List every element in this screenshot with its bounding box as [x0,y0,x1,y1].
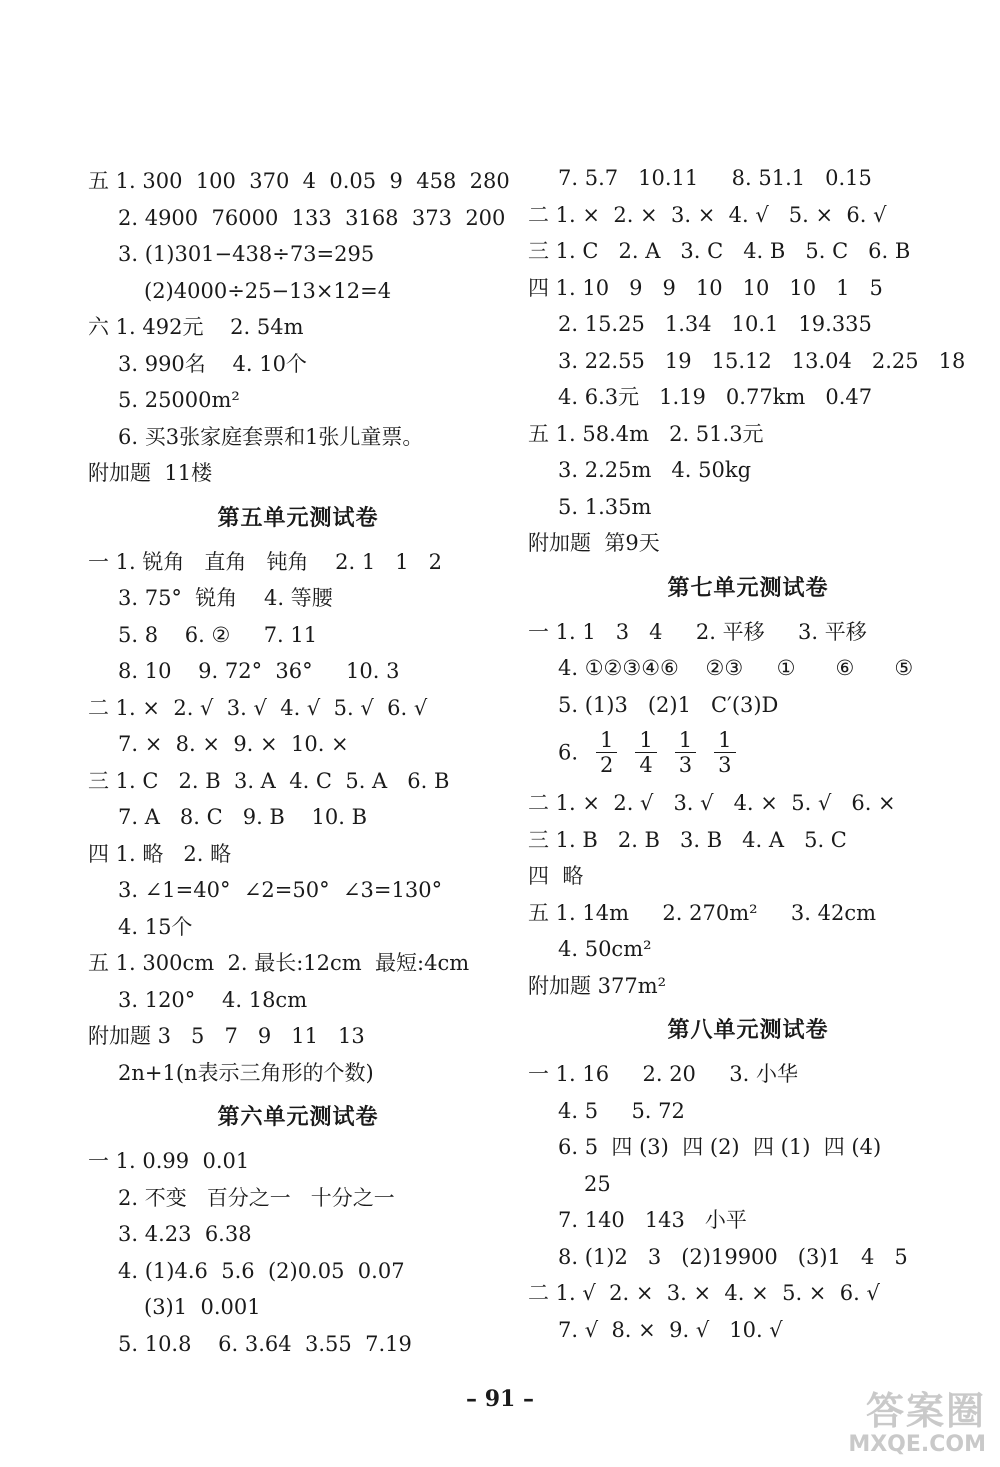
answer-line: 一 1. 16 2. 20 3. 小华 [528,1062,799,1086]
answer-line: 6. 买3张家庭套票和1张儿童票。 [118,424,424,449]
fraction-denominator: 2 [600,753,614,777]
page-number: – 91 – [466,1386,534,1412]
answer-line: 附加题 3 5 7 9 11 13 [88,1024,365,1048]
fraction-denominator: 3 [718,753,732,777]
fraction-prefix: 6. [558,740,579,765]
answer-line: 五 1. 300cm 2. 最长:12cm 最短:4cm [88,951,470,975]
answer-line: 3. 120° 4. 18cm [118,987,308,1012]
answer-line: 五 1. 300 100 370 4 0.05 9 458 280 [88,169,510,193]
fraction-numerator: 1 [714,728,735,753]
answer-line: 7. A 8. C 9. B 10. B [118,805,368,829]
answer-line: 7. √ 8. × 9. √ 10. √ [558,1317,783,1342]
answer-line: 一 1. 1 3 4 2. 平移 3. 平移 [528,619,867,644]
answer-line: 3. (1)301−438÷73=295 [118,242,375,266]
answer-line: 4. 6.3元 1.19 0.77km 0.47 [558,385,873,409]
fraction-answer-line [558,728,736,777]
fraction [714,728,735,777]
answer-line: 二 1. × 2. × 3. × 4. √ 5. × 6. √ [528,202,887,227]
answer-line: 8. 10 9. 72° 36° 10. 3 [118,659,400,683]
fraction-numerator: 1 [635,728,656,753]
answer-line: 4. 50cm² [558,937,652,961]
answer-line: 2. 15.25 1.34 10.1 19.335 [558,312,872,336]
answer-line: 二 1. √ 2. × 3. × 4. × 5. × 6. √ [528,1281,880,1305]
answer-line: 3. 2.25m 4. 50kg [558,458,752,482]
answer-line: 4. (1)4.6 5.6 (2)0.05 0.07 [118,1258,405,1283]
answer-line: 五 1. 14m 2. 270m² 3. 42cm [528,900,877,925]
section-title: 第六单元测试卷 [217,1104,379,1130]
answer-line: 7. 140 143 小平 [558,1208,747,1232]
answer-line: 附加题 377m² [528,973,667,998]
answer-line: 3. ∠1=40° ∠2=50° ∠3=130° [118,878,443,902]
watermark-logo-text: 答案圈 [865,1389,986,1433]
fraction-numerator: 1 [675,728,696,753]
site-watermark [806,1390,986,1460]
answer-line: 二 1. × 2. √ 3. √ 4. × 5. √ 6. × [528,791,896,815]
answer-line: 8. (1)2 3 (2)19900 (3)1 4 5 [558,1244,908,1269]
answer-line: 一 1. 0.99 0.01 [88,1149,250,1173]
fraction-denominator: 3 [678,753,693,777]
fraction [675,728,696,777]
section-title: 第七单元测试卷 [667,574,829,601]
answer-line: 3. 22.55 19 15.12 13.04 2.25 18 [558,348,966,373]
fraction [635,728,656,777]
answer-line: 5. (1)3 (2)1 C′(3)D [558,692,779,717]
answer-line: 3. 4.23 6.38 [118,1222,252,1246]
answer-line: 5. 1.35m [558,494,652,519]
answer-line: 4. ①②③④⑥ ②③ ① ⑥ ⑤ [558,656,914,680]
answer-line: 四 1. 10 9 9 10 10 10 1 5 [528,275,883,300]
fraction-numerator: 1 [596,728,617,753]
answer-line: 六 1. 492元 2. 54m [88,315,304,339]
answer-line: 6. 5 四 (3) 四 (2) 四 (1) 四 (4) [558,1135,882,1159]
answer-line: 3. 75° 锐角 4. 等腰 [118,586,333,610]
answer-line: 三 1. C 2. A 3. C 4. B 5. C 6. B [528,239,911,263]
answer-line: 四 1. 略 2. 略 [88,841,232,866]
answer-line: 4. 15个 [118,914,193,939]
answer-line: 一 1. 锐角 直角 钝角 2. 1 1 2 [88,549,442,574]
answer-line: 4. 5 5. 72 [558,1098,685,1123]
answer-line: (3)1 0.001 [144,1295,261,1319]
answer-line: 7. × 8. × 9. × 10. × [118,732,349,756]
answer-line: 7. 5.7 10.11 8. 51.1 0.15 [558,166,872,190]
answer-line: 2. 不变 百分之一 十分之一 [118,1185,395,1210]
section-title: 第五单元测试卷 [217,504,379,531]
answer-line: 25 [584,1171,611,1196]
answer-line: 2n+1(n表示三角形的个数) [118,1060,374,1085]
answer-line: (2)4000÷25−13×12=4 [144,278,392,303]
answer-line: 5. 8 6. ② 7. 11 [118,622,318,647]
fraction [596,728,617,777]
answer-line: 三 1. C 2. B 3. A 4. C 5. A 6. B [88,768,450,793]
answer-line: 3. 990名 4. 10个 [118,351,307,376]
answer-line: 附加题 11楼 [88,461,213,485]
answer-line: 5. 25000m² [118,388,240,412]
answer-line: 五 1. 58.4m 2. 51.3元 [528,421,764,446]
answer-line: 5. 10.8 6. 3.64 3.55 7.19 [118,1331,412,1356]
section-title: 第八单元测试卷 [667,1017,829,1043]
answer-line: 三 1. B 2. B 3. B 4. A 5. C [528,827,847,852]
answer-line: 2. 4900 76000 133 3168 373 200 [118,205,506,230]
fraction-denominator: 4 [639,753,653,777]
answer-line: 二 1. × 2. √ 3. √ 4. √ 5. √ 6. √ [88,695,428,720]
answer-line: 附加题 第9天 [528,531,660,555]
watermark-url: MXQE.COM [848,1432,986,1457]
answer-line: 四 略 [528,864,584,888]
